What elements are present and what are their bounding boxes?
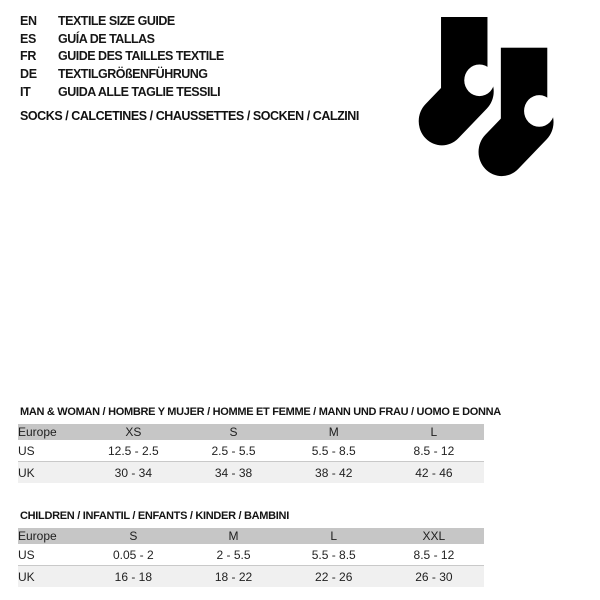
language-label: GUIDA ALLE TAGLIE TESSILI	[58, 84, 221, 99]
language-row-en	[20, 12, 224, 30]
size-section-man-woman	[18, 406, 501, 483]
category-title: SOCKS / CALCETINES / CHAUSSETTES / SOCKEN / CALZINI	[20, 109, 359, 123]
size-section-children	[18, 510, 484, 587]
header-cell-size: L	[284, 528, 384, 544]
size-value: 8.5 - 12	[413, 547, 455, 562]
table-row-us	[18, 440, 484, 462]
table-row-uk	[18, 566, 484, 588]
size-value: 2.5 - 5.5	[211, 443, 256, 458]
size-value: 26 - 30	[415, 569, 453, 584]
language-code: DE	[20, 66, 37, 81]
header-row	[18, 424, 484, 440]
table-row-uk	[18, 462, 484, 484]
row-label: US	[18, 443, 35, 458]
language-label: GUIDE DES TAILLES TEXTILE	[58, 49, 224, 64]
language-label: TEXTILE SIZE GUIDE	[58, 13, 175, 28]
header-cell-region: Europe	[18, 424, 83, 440]
language-row-fr	[20, 47, 224, 65]
size-value: 38 - 42	[315, 465, 353, 480]
header-cell-size: XS	[83, 424, 183, 440]
size-value: 16 - 18	[114, 569, 152, 584]
language-code: IT	[20, 84, 31, 99]
language-list	[20, 12, 224, 100]
header-cell-size: XXL	[384, 528, 484, 544]
language-row-it	[20, 83, 224, 101]
header-cell-size: M	[284, 424, 384, 440]
size-value: 8.5 - 12	[413, 443, 455, 458]
language-code: ES	[20, 31, 37, 46]
table-header	[18, 424, 484, 440]
row-label: US	[18, 547, 35, 562]
language-code: EN	[20, 13, 37, 28]
table-title-man-woman: MAN & WOMAN / HOMBRE Y MUJER / HOMME ET FEMME / MANN UND FRAU / UOMO E DONNA	[20, 406, 501, 418]
language-label: GUÍA DE TALLAS	[58, 31, 155, 46]
header-cell-size: S	[83, 528, 183, 544]
sock-shape-2	[501, 48, 555, 152]
header-cell-size: S	[183, 424, 283, 440]
size-value: 5.5 - 8.5	[311, 547, 356, 562]
header-cell-size: L	[384, 424, 484, 440]
size-value: 0.05 - 2	[112, 547, 154, 562]
size-value: 30 - 34	[114, 465, 152, 480]
size-value: 42 - 46	[415, 465, 453, 480]
table-title-children: CHILDREN / INFANTIL / ENFANTS / KINDER / BAMBINI	[20, 510, 289, 522]
header-row	[18, 528, 484, 544]
language-code: FR	[20, 49, 37, 64]
size-value: 12.5 - 2.5	[107, 443, 159, 458]
size-value: 2 - 5.5	[216, 547, 251, 562]
header-cell-region: Europe	[18, 528, 83, 544]
row-label: UK	[18, 465, 35, 480]
header-cell-size: M	[183, 528, 283, 544]
language-row-de	[20, 65, 224, 83]
size-value: 5.5 - 8.5	[311, 443, 356, 458]
size-table-man-woman	[18, 424, 484, 483]
row-label: UK	[18, 569, 35, 584]
sock-shape-1	[441, 17, 495, 121]
language-row-es	[20, 30, 224, 48]
table-header	[18, 528, 484, 544]
size-value: 34 - 38	[214, 465, 253, 480]
socks-icon	[408, 17, 558, 177]
table-row-us	[18, 544, 484, 566]
size-value: 22 - 26	[315, 569, 353, 584]
size-table-children	[18, 528, 484, 587]
size-value: 18 - 22	[214, 569, 253, 584]
language-label: TEXTILGRÖßENFÜHRUNG	[58, 66, 208, 81]
